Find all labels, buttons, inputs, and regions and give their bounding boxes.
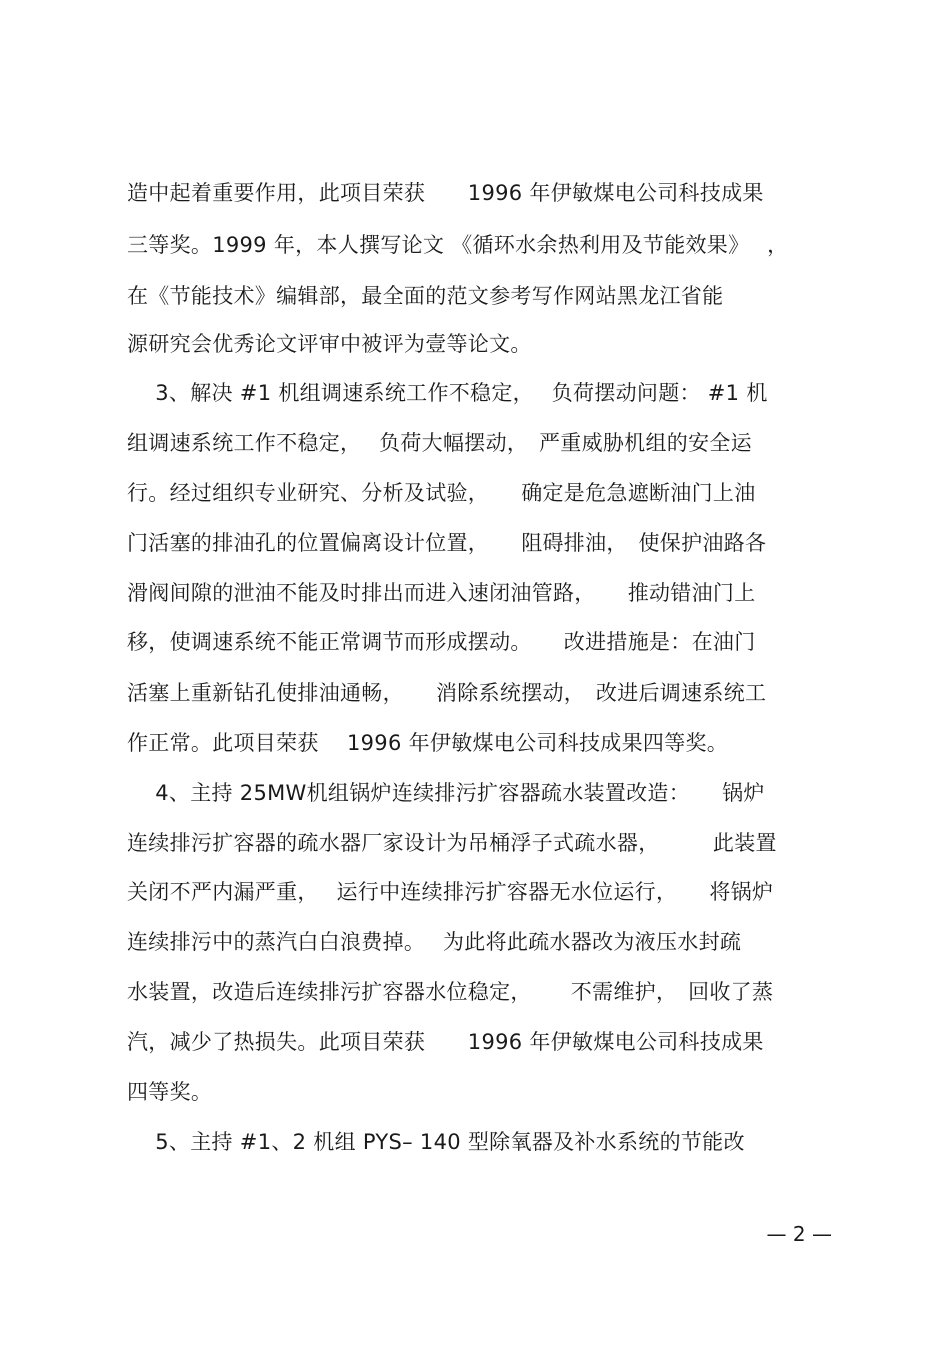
- text-line: 在《节能技术》编辑部，最全面的范文参考写作网站黑龙江省能: [127, 284, 724, 308]
- text-line: 4、主持 25MW机组锅炉连续排污扩容器疏水装置改造： 锅炉: [127, 781, 765, 805]
- text-line: 门活塞的排油孔的位置偏离设计位置， 阻碍排油， 使保护油路各: [127, 531, 767, 555]
- text-line: 5、主持 #1、2 机组 PYS– 140 型除氧器及补水系统的节能改: [127, 1130, 745, 1154]
- text-line: 行。经过组织专业研究、分析及试验， 确定是危急遮断油门上油: [127, 481, 756, 505]
- text-line: 作正常。此项目荣获 1996 年伊敏煤电公司科技成果四等奖。: [127, 731, 729, 755]
- text-line: 滑阀间隙的泄油不能及时排出而进入速闭油管路， 推动错油门上: [127, 581, 756, 605]
- text-line: 关闭不严内漏严重， 运行中连续排污扩容器无水位运行， 将锅炉: [127, 880, 774, 904]
- text-line: 四等奖。: [127, 1080, 213, 1104]
- page-number: — 2 —: [766, 1222, 832, 1246]
- text-line: 组调速系统工作不稳定， 负荷大幅摆动， 严重威胁机组的安全运: [127, 431, 752, 455]
- text-line: 活塞上重新钻孔使排油通畅， 消除系统摆动， 改进后调速系统工: [127, 681, 767, 705]
- text-line: 3、解决 #1 机组调速系统工作不稳定， 负荷摆动问题： #1 机: [127, 381, 768, 405]
- text-line: 连续排污扩容器的疏水器厂家设计为吊桶浮子式疏水器， 此装置: [127, 831, 777, 855]
- text-line: 源研究会优秀论文评审中被评为壹等论文。: [127, 332, 532, 356]
- text-line: 水装置，改造后连续排污扩容器水位稳定， 不需维护， 回收了蒸: [127, 980, 774, 1004]
- text-line: 三等奖。1999 年，本人撰写论文 《循环水余热利用及节能效果》 ，: [127, 233, 789, 257]
- text-line: 移，使调速系统不能正常调节而形成摆动。 改进措施是：在油门: [127, 630, 756, 654]
- text-line: 汽，减少了热损失。此项目荣获 1996 年伊敏煤电公司科技成果: [127, 1030, 764, 1054]
- text-line: 造中起着重要作用，此项目荣获 1996 年伊敏煤电公司科技成果: [127, 181, 764, 205]
- text-line: 连续排污中的蒸汽白白浪费掉。 为此将此疏水器改为液压水封疏: [127, 930, 742, 954]
